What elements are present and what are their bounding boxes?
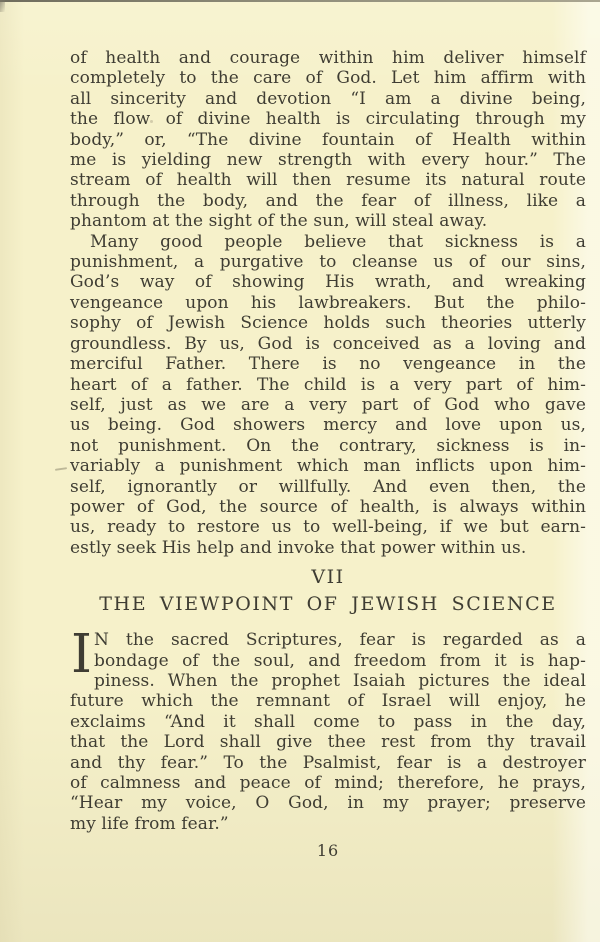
paragraph bbox=[70, 232, 586, 559]
paragraph bbox=[70, 624, 586, 834]
text-line: of health and courage within him deliver himself bbox=[70, 48, 586, 68]
text-line: the flow of divine health is circulating through my bbox=[70, 109, 586, 130]
chapter-number: VII bbox=[311, 566, 345, 589]
text-block bbox=[70, 48, 586, 860]
text-line: self, ignorantly or willfully. And even then, the bbox=[70, 476, 586, 497]
text-line: God’s way of showing His wrath, and wreaking bbox=[70, 272, 586, 293]
text-line: sophy of Jewish Science holds such theories utterly bbox=[70, 313, 586, 334]
text-line: merciful Father. There is no vengeance in the bbox=[70, 354, 586, 375]
text-line: through the body, and the fear of illness, like a bbox=[70, 190, 586, 211]
text-line: all sincerity and devotion “I am a divine being, bbox=[70, 88, 586, 109]
text-line: stream of health will then resume its natural route bbox=[70, 170, 586, 191]
text-line: that the Lord shall give thee rest from thy travail bbox=[70, 732, 586, 753]
text-line: phantom at the sight of the sun, will steal away. bbox=[70, 211, 488, 232]
text-line: groundless. By us, God is conceived as a loving and bbox=[70, 333, 586, 354]
text-line: self, just as we are a very part of God who gave bbox=[70, 394, 586, 415]
text-line: and thy fear.” To the Psalmist, fear is a destroyer bbox=[70, 752, 586, 773]
scan-top-edge bbox=[0, 0, 600, 2]
text-line: piness. When the prophet Isaiah pictures the ideal bbox=[94, 670, 586, 691]
text-line: Many good people believe that sickness is a bbox=[90, 231, 586, 252]
paragraph bbox=[70, 48, 586, 232]
text-line: not punishment. On the contrary, sickness is in- bbox=[70, 435, 586, 456]
text-line: my life from fear.” bbox=[70, 813, 229, 834]
text-line: future which the remnant of Israel will enjoy, he bbox=[70, 691, 586, 712]
text-line: bondage of the soul, and freedom from it is hap- bbox=[94, 650, 586, 671]
text-line: of calmness and peace of mind; therefore, he prays, bbox=[70, 773, 586, 793]
paper-speck bbox=[55, 467, 67, 471]
text-line: vengeance upon his lawbreakers. But the philo- bbox=[70, 292, 586, 313]
drop-cap: I bbox=[71, 624, 92, 686]
scan-corner-smudge bbox=[0, 0, 5, 12]
text-line: completely to the care of God. Let him affirm with bbox=[70, 68, 586, 89]
sections-container bbox=[70, 48, 586, 834]
text-line: us, ready to restore us to well-being, if we but earn- bbox=[70, 517, 586, 538]
text-line: heart of a father. The child is a very part of him- bbox=[70, 374, 586, 395]
text-line: estly seek His help and invoke that power within us. bbox=[70, 537, 527, 558]
text-line: power of God, the source of health, is always within bbox=[70, 496, 586, 517]
text-line: punishment, a purgative to cleanse us of our sins, bbox=[70, 252, 586, 273]
text-line: exclaims “And it shall come to pass in the day, bbox=[70, 711, 586, 732]
text-line: us being. God showers mercy and love upon us, bbox=[70, 415, 586, 436]
page-number: 16 bbox=[316, 841, 340, 861]
text-line: variably a punishment which man inflicts upon him- bbox=[70, 456, 586, 477]
text-line: body,” or, “The divine fountain of Health within bbox=[70, 129, 586, 150]
text-line: “Hear my voice, O God, in my prayer; preserve bbox=[70, 793, 586, 814]
text-line: me is yielding new strength with every hour.” The bbox=[70, 150, 586, 171]
chapter-title: THE VIEWPOINT OF JEWISH SCIENCE bbox=[99, 593, 557, 616]
text-line: N the sacred Scriptures, fear is regarded as a bbox=[94, 630, 586, 651]
